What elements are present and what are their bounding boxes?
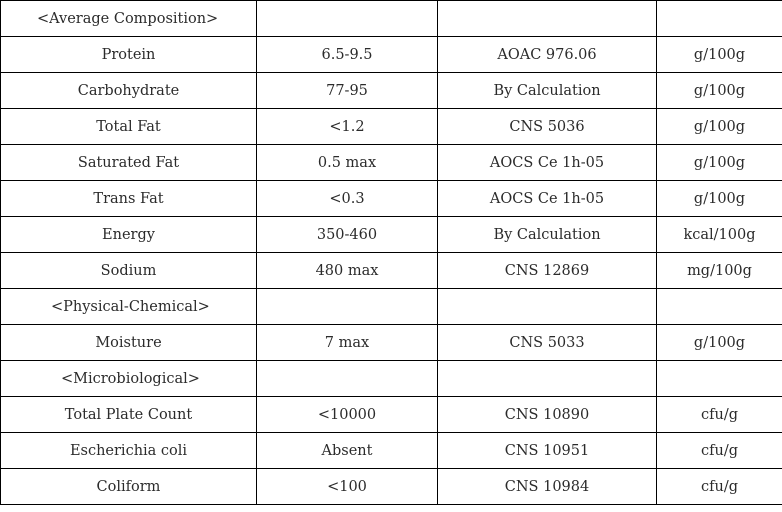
section-header-row [1, 289, 782, 325]
empty-cell [257, 361, 438, 397]
item-name-cell: Sodium [1, 253, 257, 289]
table-row [1, 253, 782, 289]
specification-cell: Absent [257, 433, 438, 469]
empty-cell [257, 289, 438, 325]
unit-cell: g/100g [657, 181, 782, 217]
test-method-cell: CNS 10984 [438, 469, 657, 505]
specification-cell: <100 [257, 469, 438, 505]
empty-cell [438, 1, 657, 37]
test-method-cell: CNS 10890 [438, 397, 657, 433]
section-title: <Physical-Chemical> [51, 298, 210, 315]
section-title-cell [1, 1, 257, 37]
table-row [1, 325, 782, 361]
test-method-cell: CNS 5036 [438, 109, 657, 145]
table-row [1, 469, 782, 505]
table-row [1, 145, 782, 181]
unit-cell: g/100g [657, 145, 782, 181]
unit-cell: cfu/g [657, 397, 782, 433]
unit-cell: g/100g [657, 73, 782, 109]
specification-cell: 0.5 max [257, 145, 438, 181]
specification-table-body [1, 1, 782, 505]
table-row [1, 73, 782, 109]
test-method-cell: By Calculation [438, 73, 657, 109]
test-method-cell: By Calculation [438, 217, 657, 253]
empty-cell [657, 289, 782, 325]
test-method-cell: CNS 12869 [438, 253, 657, 289]
specification-cell: 77-95 [257, 73, 438, 109]
item-name-cell: Escherichia coli [1, 433, 257, 469]
table-row [1, 217, 782, 253]
table-row [1, 109, 782, 145]
specification-cell: 480 max [257, 253, 438, 289]
test-method-cell: CNS 10951 [438, 433, 657, 469]
item-name-cell: Energy [1, 217, 257, 253]
unit-cell: cfu/g [657, 433, 782, 469]
specification-cell: <10000 [257, 397, 438, 433]
item-name-cell: Saturated Fat [1, 145, 257, 181]
section-header-row [1, 1, 782, 37]
empty-cell [438, 361, 657, 397]
specification-cell: <1.2 [257, 109, 438, 145]
section-header-row [1, 361, 782, 397]
unit-cell: cfu/g [657, 469, 782, 505]
specification-cell: 7 max [257, 325, 438, 361]
section-title-cell [1, 361, 257, 397]
unit-cell: mg/100g [657, 253, 782, 289]
empty-cell [657, 1, 782, 37]
test-method-cell: AOAC 976.06 [438, 37, 657, 73]
section-title: <Average Composition> [37, 10, 219, 27]
item-name-cell: Moisture [1, 325, 257, 361]
item-name-cell: Total Fat [1, 109, 257, 145]
table-row [1, 397, 782, 433]
test-method-cell: CNS 5033 [438, 325, 657, 361]
table-row [1, 37, 782, 73]
unit-cell: g/100g [657, 109, 782, 145]
item-name-cell: Carbohydrate [1, 73, 257, 109]
table-row [1, 181, 782, 217]
empty-cell [438, 289, 657, 325]
specification-cell: 350-460 [257, 217, 438, 253]
empty-cell [257, 1, 438, 37]
unit-cell: g/100g [657, 325, 782, 361]
specification-cell: <0.3 [257, 181, 438, 217]
item-name-cell: Total Plate Count [1, 397, 257, 433]
test-method-cell: AOCS Ce 1h-05 [438, 181, 657, 217]
table-row [1, 433, 782, 469]
unit-cell: kcal/100g [657, 217, 782, 253]
section-title: <Microbiological> [61, 370, 200, 387]
unit-cell: g/100g [657, 37, 782, 73]
empty-cell [657, 361, 782, 397]
item-name-cell: Trans Fat [1, 181, 257, 217]
item-name-cell: Protein [1, 37, 257, 73]
specification-cell: 6.5-9.5 [257, 37, 438, 73]
item-name-cell: Coliform [1, 469, 257, 505]
test-method-cell: AOCS Ce 1h-05 [438, 145, 657, 181]
section-title-cell [1, 289, 257, 325]
